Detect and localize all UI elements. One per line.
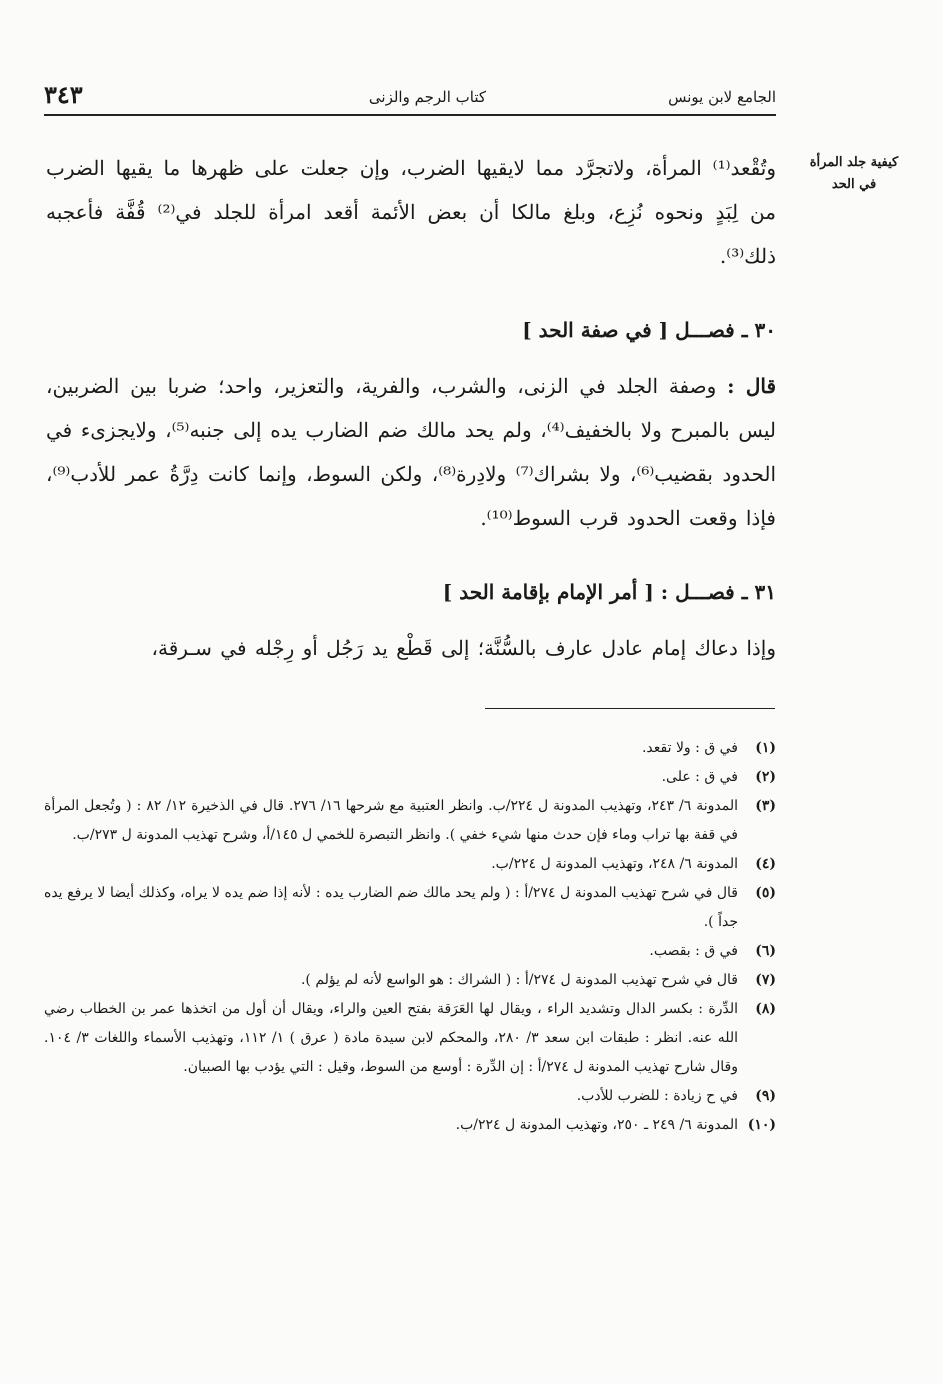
footnote-number: (٦): [755, 943, 776, 959]
qal-lead: قال :: [727, 374, 777, 398]
footnote-text: في ح زيادة : للضرب للأدب.: [576, 1088, 738, 1104]
margin-note-line-1: كيفية جلد المرأة: [809, 155, 899, 170]
footnote: [44, 734, 776, 763]
page-number: ٣٤٣: [44, 80, 83, 109]
paragraph-2-text: وصفة الجلد في الزنى، والشرب، والفرية، والتعزير، واحد؛ ضربا بين الضربين، ليس بالمبرح ولا بالخفيف⁽⁴⁾، ولم يحد مالك ضم الضارب يده إلى جنبه⁽⁵⁾، ولايجزىء في الحدود بقضيب⁽⁶⁾، ولا بشراك⁽⁷⁾ ولادِرة⁽⁸⁾، ولكن السوط، وإنما كانت دِرَّةُ عمر للأدب⁽⁹⁾، فإذا وقعت الحدود قرب السوط⁽¹⁰⁾.: [46, 374, 777, 530]
footnote-text: في ق : بقصب.: [649, 943, 738, 959]
footnote-text: المدونة ٦/ ٢٤٩ ـ ٢٥٠، وتهذيب المدونة ل ٢٢٤/ب.: [455, 1117, 738, 1133]
footnote-number: (١): [755, 740, 776, 756]
footnote: [44, 937, 776, 966]
section-31-heading: ٣١ ـ فصـــل : [ أمر الإمام بإقامة الحد ]: [442, 580, 776, 604]
footnote: [44, 792, 776, 850]
paragraph-2: [46, 364, 776, 540]
footnote-number: (٩): [755, 1088, 776, 1104]
margin-note-line-2: في الحد: [831, 177, 877, 192]
footnote-separator: [485, 708, 775, 709]
footnote-text: الدِّرة : بكسر الدال وتشديد الراء ، ويقال لها العَرَقة بفتح العين والراء، ويقال أن أول من اتخذها عمر بن الخطاب رضي الله عنه. انظر : طبقات ابن سعد ٣/ ٢٨٠، والمحكم لابن سيدة مادة ( عرق ) ١/ ١١٢، وتهذيب الأسماء واللغات ٣/ ١٠٤. وقال شارح تهذيب المدونة ل ٢٧٤/أ : إن الدِّرة : أوسع من السوط، وقيل : التي يؤدب بها الصبيان.: [44, 1001, 739, 1075]
footnote-number: (٧): [755, 972, 776, 988]
footnote-text: المدونة ٦/ ٢٤٣، وتهذيب المدونة ل ٢٢٤/ب. وانظر العتبية مع شرحها ١٦/ ٢٧٦. قال في الذخيرة ١٢/ ٨٢ : ( وتُجعل المرأة في قفة بها تراب وماء فإن حدث منها شيء خفي ). وانظر التبصرة للخمي ل ١٤٥/أ، وشرح تهذيب المدونة ل ٢٧٣/ب.: [44, 798, 738, 843]
footnote: [44, 850, 776, 879]
footnote-text: قال في شرح تهذيب المدونة ل ٢٧٤/أ : ( ولم يحد مالك ضم الضارب يده : لأنه إذا ضم يده لا يراه، وكذلك أيضا لا يرفع يده جداً ).: [44, 885, 738, 930]
footnote: [44, 995, 776, 1082]
footnote-number: (٨): [755, 1001, 776, 1017]
footnote: [44, 1111, 776, 1140]
footnote-number: (٤): [755, 856, 776, 872]
footnote-number: (٢): [755, 769, 776, 785]
footnote: [44, 966, 776, 995]
footnote-number: (١٠): [747, 1117, 776, 1133]
paragraph-3: وإذا دعاك إمام عادل عارف بالسُّنَّة؛ إلى قَطْع يد رَجُل أو رِجْله في سـرقة،: [151, 636, 776, 660]
running-head-chapter-title: كتاب الرجم والزنى: [368, 88, 486, 106]
margin-note: [795, 152, 913, 196]
footnote: [44, 879, 776, 937]
footnote-text: المدونة ٦/ ٢٤٨، وتهذيب المدونة ل ٢٢٤/ب.: [491, 856, 738, 872]
page-header: [44, 80, 776, 114]
section-30-heading: ٣٠ ـ فصـــل [ في صفة الحد ]: [522, 318, 776, 342]
running-head-book-title: الجامع لابن يونس: [668, 88, 776, 106]
footnote: [44, 763, 776, 792]
footnote-text: في ق : ولا تقعد.: [641, 740, 738, 756]
footnote-text: في ق : على.: [661, 769, 738, 785]
footnote-number: (٣): [755, 798, 776, 814]
footnotes: [44, 734, 776, 1140]
paragraph-1: وتُقْعد⁽¹⁾ المرأة، ولاتجرَّد مما لايقيها الضرب، وإن جعلت على ظهرها ما يقيها الضرب من لِبَدٍ ونحوه نُزِع، وبلغ مالكا أن بعض الأئمة أقعد امرأة للجلد في⁽²⁾ قُفَّة فأعجبه ذلك⁽³⁾.: [46, 156, 776, 268]
footnote-text: قال في شرح تهذيب المدونة ل ٢٧٤/أ : ( الشراك : هو الواسع لأنه لم يؤلم ).: [300, 972, 738, 988]
footnote: [44, 1082, 776, 1111]
header-rule: [44, 114, 776, 116]
footnote-number: (٥): [755, 885, 776, 901]
